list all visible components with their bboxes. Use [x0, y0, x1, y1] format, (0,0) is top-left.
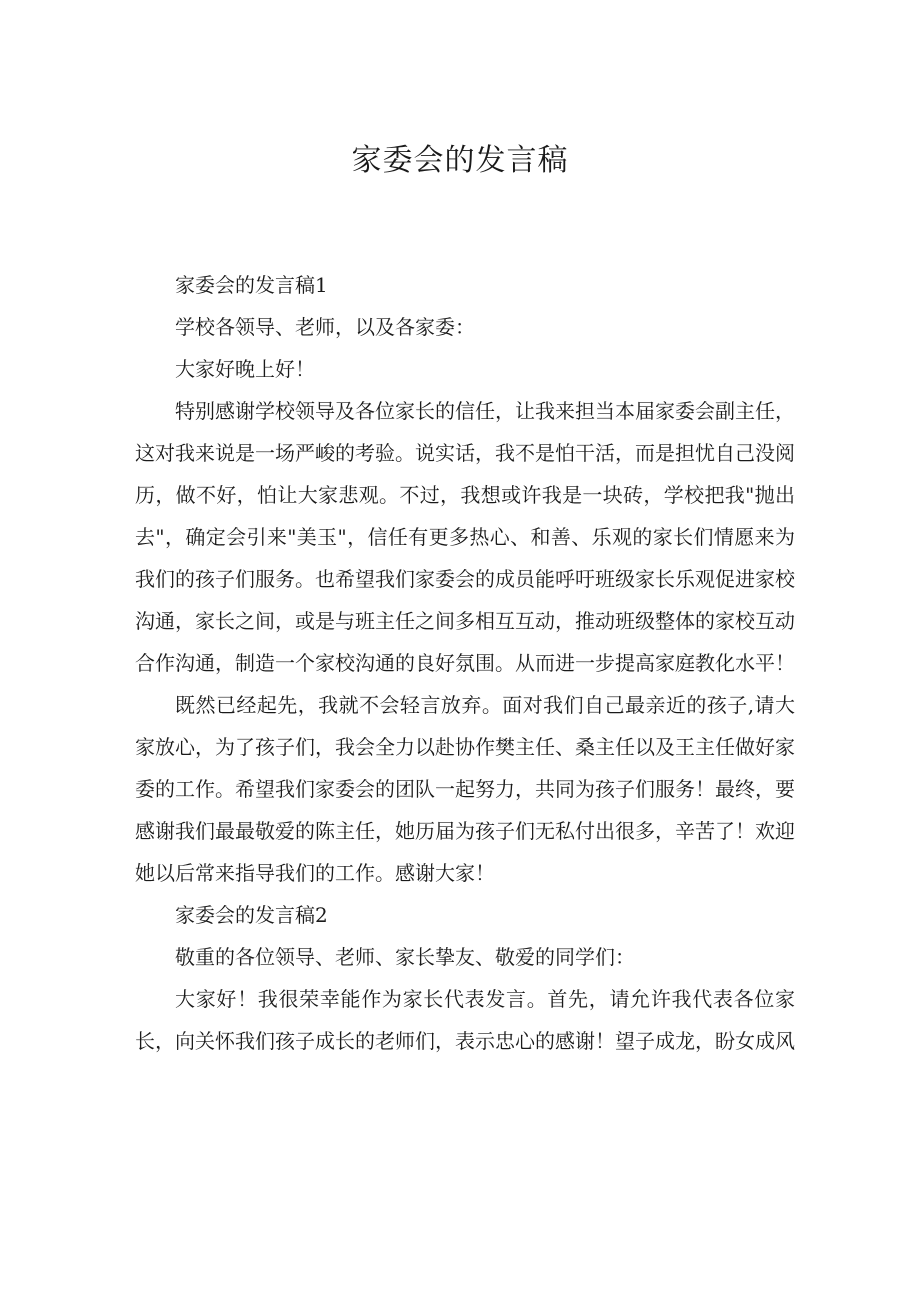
body-paragraph: 大家好！我很荣幸能作为家长代表发言。首先，请允许我代表各位家长，向关怀我们孩子成长的老师们，表示忠心的感谢！望子成龙，盼女成风 [135, 987, 795, 1053]
document-title: 家委会的发言稿 [351, 143, 569, 178]
section-heading-1: 家委会的发言稿1 [175, 273, 328, 297]
document-body [135, 264, 795, 1062]
body-paragraph: 特别感谢学校领导及各位家长的信任，让我来担当本届家委会副主任，这对我来说是一场严峻的考验。说实话，我不是怕干活，而是担忧自己没阅历，做不好，怕让大家悲观。不过，我想或许我是一块砖，学校把我"抛出去"，确定会引来"美玉"，信任有更多热心、和善、乐观的家长们情愿来为我们的孩子们服务。也希望我们家委会的成员能呼吁班级家长乐观促进家校沟通，家长之间，或是与班主任之间多相互互动，推动班级整体的家校互动合作沟通，制造一个家校沟通的良好氛围。从而进一步提高家庭教化水平！ [135, 399, 795, 675]
section-heading-2: 家委会的发言稿2 [175, 903, 328, 927]
greeting: 大家好晚上好！ [175, 357, 315, 381]
salutation: 学校各领导、老师，以及各家委： [175, 315, 475, 339]
body-paragraph: 既然已经起先，我就不会轻言放弃。面对我们自己最亲近的孩子,请大家放心，为了孩子们，我会全力以赴协作樊主任、桑主任以及王主任做好家委的工作。希望我们家委会的团队一起努力，共同为孩子们服务！最终，要感谢我们最最敬爱的陈主任，她历届为孩子们无私付出很多，辛苦了！欢迎她以后常来指导我们的工作。感谢大家！ [135, 693, 795, 885]
salutation: 敬重的各位领导、老师、家长挚友、敬爱的同学们： [175, 945, 635, 969]
